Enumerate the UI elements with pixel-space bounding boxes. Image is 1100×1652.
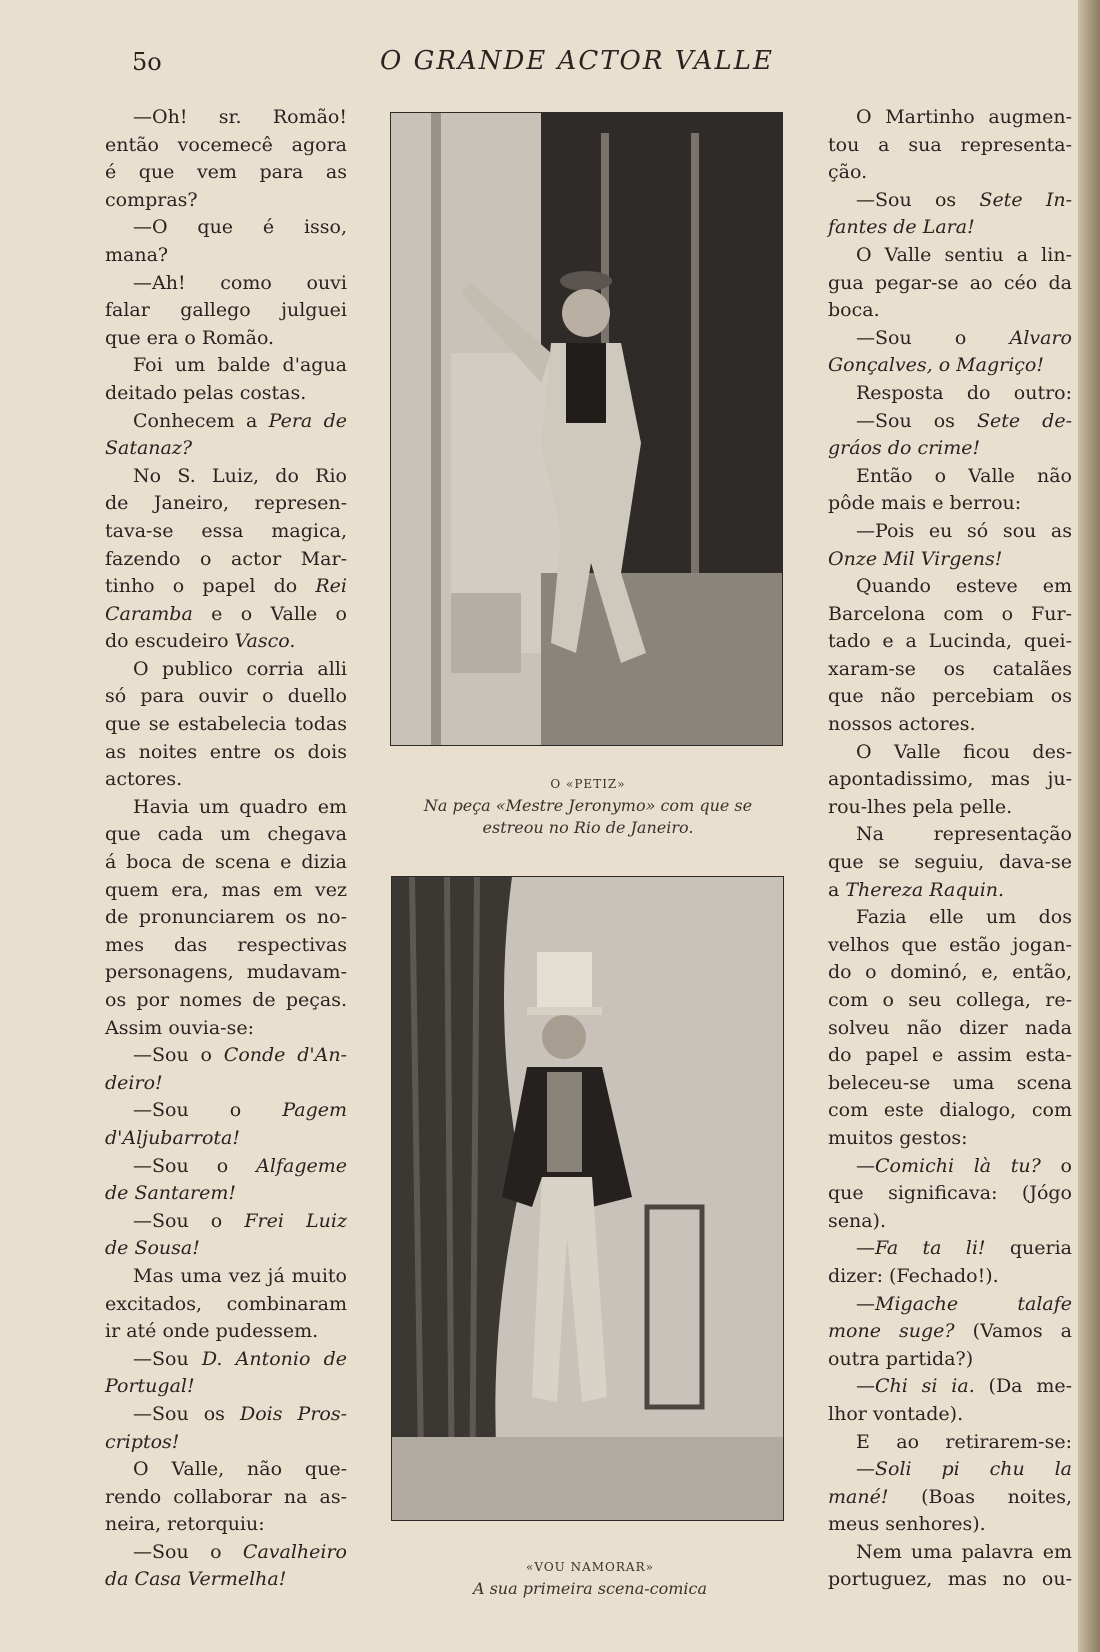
- play-title: de Sousa!: [105, 1237, 200, 1260]
- role-name: Vasco.: [234, 630, 296, 653]
- photo-vou-namorar: [391, 876, 784, 1521]
- text-line: [828, 214, 1072, 242]
- caption-title: «VOU NAMORAR»: [526, 1560, 654, 1574]
- dialogue-phrase: Comichi là tu?: [875, 1154, 1041, 1177]
- text-line: gua pegar-se ao céo da: [828, 271, 1072, 294]
- text-line: excitados, combinaram: [105, 1292, 347, 1315]
- text-line: [828, 546, 1072, 574]
- text-line: neira, retorquiu:: [105, 1513, 265, 1536]
- text-line: [105, 408, 347, 436]
- text-span: Conhecem a: [133, 409, 269, 432]
- play-title: Sete de-: [976, 409, 1072, 432]
- play-title: deiro!: [105, 1071, 163, 1094]
- play-title: Satanaz?: [105, 437, 193, 460]
- text-line: [105, 1346, 347, 1374]
- text-span: —Sou o: [133, 1099, 283, 1122]
- text-line: tado e a Lucinda, quei-: [828, 630, 1072, 653]
- text-line: solveu não dizer nada: [828, 1016, 1072, 1039]
- text-span: —Sou os: [856, 409, 977, 432]
- dialogue-phrase: Fa ta li!: [875, 1237, 986, 1260]
- text-span: do escudeiro: [105, 630, 235, 653]
- text-line: Foi um balde d'agua: [133, 354, 347, 377]
- text-span: o: [1040, 1154, 1072, 1177]
- text-line: [105, 1153, 347, 1181]
- play-title: Dois Pros-: [239, 1402, 348, 1425]
- text-line: do o dominó, e, então,: [828, 961, 1072, 984]
- text-line: —O que é isso,: [133, 216, 347, 239]
- play-title: de Santarem!: [105, 1182, 236, 1205]
- text-line: [828, 325, 1072, 353]
- play-title: Conde d'An-: [223, 1044, 347, 1067]
- text-line: então vocemecê agora: [105, 133, 347, 156]
- play-title: criptos!: [105, 1430, 180, 1453]
- text-line: [828, 1291, 1072, 1319]
- text-line: que se estabelecia todas: [105, 713, 347, 736]
- page-edge: [1078, 0, 1100, 1652]
- text-line: [828, 1484, 1072, 1512]
- text-line: Barcelona com o Fur-: [828, 602, 1072, 625]
- text-line: xaram-se os catalães: [828, 657, 1072, 680]
- text-line: [105, 435, 347, 463]
- play-title: d'Aljubarrota!: [105, 1126, 241, 1149]
- text-span: —Sou o: [133, 1209, 245, 1232]
- dialogue-phrase: mone suge?: [828, 1320, 955, 1343]
- caption-text: A sua primeira scena-comica: [472, 1579, 708, 1598]
- text-line: apontadissimo, mas ju-: [828, 768, 1072, 791]
- text-line: que se seguiu, dava-se: [828, 851, 1072, 874]
- play-title: gráos do crime!: [828, 437, 981, 460]
- text-line: [105, 1373, 347, 1401]
- text-line: tava-se essa magica,: [105, 519, 347, 542]
- photo-petiz: [390, 112, 783, 746]
- text-span: —Sou o: [856, 326, 1010, 349]
- play-title: Alvaro: [1009, 326, 1072, 349]
- text-line: sena).: [828, 1209, 887, 1232]
- text-line: [105, 573, 347, 601]
- text-line: [105, 1401, 347, 1429]
- text-line: [105, 1429, 347, 1457]
- text-line: rou-lhes pela pelle.: [828, 795, 1013, 818]
- text-line: [828, 187, 1072, 215]
- text-line: fazendo o actor Mar-: [105, 547, 347, 570]
- text-line: mana?: [105, 243, 169, 266]
- play-title: Thereza Raquin.: [845, 878, 1005, 901]
- dialogue-phrase: Migache talafe: [875, 1292, 1072, 1315]
- text-line: dizer: (Fechado!).: [828, 1264, 999, 1287]
- text-line: deitado pelas costas.: [105, 381, 307, 404]
- text-line: [105, 1070, 347, 1098]
- play-title: Cavalheiro: [242, 1540, 347, 1563]
- text-span: —: [856, 1292, 875, 1315]
- text-line: de Janeiro, represen-: [105, 492, 347, 515]
- text-column-right: [828, 104, 1072, 1594]
- play-title: Gonçalves, o Magriço!: [828, 354, 1045, 377]
- text-line: [828, 1318, 1072, 1346]
- text-line: portuguez, mas no ou-: [828, 1568, 1072, 1591]
- role-name: Caramba: [105, 602, 193, 625]
- text-line: Então o Valle não: [856, 464, 1072, 487]
- role-name: Rei: [315, 575, 347, 598]
- play-title: Alfageme: [256, 1154, 347, 1177]
- text-span: queria: [985, 1237, 1072, 1260]
- text-line: [828, 1153, 1072, 1181]
- text-line: [828, 877, 1072, 905]
- text-line: [105, 1566, 347, 1594]
- text-line: ção.: [828, 161, 868, 184]
- text-span: e o Valle o: [192, 602, 347, 625]
- text-line: [105, 1180, 347, 1208]
- text-line: Assim ouvia-se:: [105, 1016, 254, 1039]
- text-line: velhos que estão jogan-: [828, 933, 1072, 956]
- text-span: —: [856, 1458, 875, 1481]
- text-line: O publico corria alli: [133, 657, 347, 680]
- text-line: ir até onde pudessem.: [105, 1320, 319, 1343]
- text-line: Fazia elle um dos: [856, 906, 1072, 929]
- text-line: —Oh! sr. Romão!: [133, 106, 347, 128]
- text-line: com este dialogo, com: [828, 1099, 1072, 1122]
- text-span: —: [856, 1237, 875, 1260]
- text-line: falar gallego julguei: [105, 299, 347, 322]
- text-line: os por nomes de peças.: [105, 989, 347, 1011]
- text-line: mes das respectivas: [105, 933, 347, 956]
- text-line: [105, 1097, 347, 1125]
- text-line: outra partida?): [828, 1347, 974, 1370]
- text-line: meus senhores).: [828, 1513, 986, 1536]
- text-span: (Vamos a: [954, 1320, 1072, 1343]
- text-line: beleceu-se uma scena: [828, 1071, 1072, 1094]
- text-line: [828, 408, 1072, 436]
- text-line: O Valle sentiu a lin-: [856, 243, 1072, 266]
- play-title: Onze Mil Virgens!: [828, 547, 1003, 570]
- play-title: Sete In-: [979, 188, 1072, 211]
- play-title: Portugal!: [105, 1375, 195, 1398]
- caption-title: O «PETIZ»: [550, 777, 626, 791]
- caption-text: estreou no Rio de Janeiro.: [482, 818, 694, 837]
- caption-petiz: [385, 773, 791, 839]
- caption-vou-namorar: [430, 1556, 750, 1600]
- text-line: que não percebiam os: [828, 685, 1072, 708]
- text-line: Na representação: [856, 823, 1072, 846]
- text-span: —Sou: [133, 1347, 202, 1370]
- text-line: lhor vontade).: [828, 1402, 964, 1425]
- text-span: (Da me-: [974, 1375, 1072, 1398]
- text-line: [105, 1539, 347, 1567]
- text-line: Nem uma palavra em: [856, 1540, 1072, 1563]
- text-line: [105, 601, 347, 629]
- text-line: [828, 435, 1072, 463]
- text-line: personagens, mudavam-: [105, 961, 347, 984]
- play-title: fantes de Lara!: [828, 216, 975, 239]
- text-span: —Sou o: [133, 1540, 243, 1563]
- play-title: Pagem: [282, 1099, 347, 1122]
- text-span: —Sou o: [133, 1154, 257, 1177]
- text-line: á boca de scena e dizia: [105, 851, 347, 874]
- dialogue-phrase: mané!: [828, 1485, 889, 1508]
- text-line: [105, 1235, 347, 1263]
- text-line: Resposta do outro:: [856, 381, 1072, 404]
- text-line: que cada um chegava: [105, 823, 347, 846]
- photo-illustration: [391, 113, 782, 745]
- text-span: —Sou os: [856, 188, 980, 211]
- text-line: [828, 1456, 1072, 1484]
- text-line: pôde mais e berrou:: [828, 492, 1022, 515]
- play-title: Frei Luiz: [244, 1209, 347, 1232]
- text-span: —Sou o: [133, 1044, 224, 1067]
- text-line: que significava: (Jógo: [828, 1182, 1072, 1205]
- dialogue-phrase: Soli pi chu la: [875, 1458, 1072, 1481]
- text-span: (Boas noites,: [888, 1485, 1072, 1508]
- text-span: —: [856, 1375, 875, 1398]
- page-title: O GRANDE ACTOR VALLE: [380, 46, 775, 76]
- text-line: [828, 352, 1072, 380]
- text-line: nossos actores.: [828, 713, 976, 736]
- text-line: compras?: [105, 188, 198, 211]
- text-span: tinho o papel do: [105, 575, 316, 598]
- text-line: [828, 1373, 1072, 1401]
- text-line: quem era, mas em vez: [105, 878, 347, 901]
- text-line: actores.: [105, 768, 183, 791]
- text-line: O Valle ficou des-: [856, 740, 1072, 763]
- play-title: da Casa Vermelha!: [105, 1568, 287, 1591]
- text-span: a: [828, 878, 846, 901]
- text-column-left: [105, 104, 347, 1594]
- text-line: com o seu collega, re-: [828, 989, 1072, 1011]
- text-span: —: [856, 1154, 875, 1177]
- text-line: E ao retirarem-se:: [856, 1430, 1072, 1453]
- text-line: —Pois eu só sou as: [856, 519, 1072, 542]
- text-line: rendo collaborar na as-: [105, 1485, 347, 1508]
- text-line: as noites entre os dois: [105, 740, 347, 763]
- text-line: Havia um quadro em: [133, 795, 347, 818]
- text-line: Mas uma vez já muito: [133, 1264, 347, 1287]
- page-number: 5o: [132, 48, 162, 76]
- caption-text: Na peça «Mestre Jeronymo» com que se: [423, 796, 753, 815]
- text-span: —Sou os: [133, 1402, 240, 1425]
- text-line: O Valle, não que-: [133, 1458, 347, 1481]
- text-line: [105, 1125, 347, 1153]
- text-line: [105, 628, 347, 656]
- text-line: Quando esteve em: [856, 575, 1072, 598]
- text-line: —Ah! como ouvi: [133, 271, 347, 294]
- photo-illustration: [392, 877, 783, 1520]
- play-title: D. Antonio de: [201, 1347, 348, 1370]
- text-line: de pronunciarem os no-: [105, 906, 347, 929]
- text-line: que era o Romão.: [105, 326, 275, 349]
- text-line: [105, 1208, 347, 1236]
- play-title: Pera de: [268, 409, 347, 432]
- text-line: é que vem para as: [105, 161, 347, 184]
- text-line: [828, 1235, 1072, 1263]
- text-line: No S. Luiz, do Rio: [133, 464, 347, 487]
- text-line: boca.: [828, 299, 880, 322]
- text-line: do papel e assim esta-: [828, 1044, 1072, 1067]
- dialogue-phrase: Chi si ia.: [875, 1375, 975, 1398]
- text-line: só para ouvir o duello: [105, 685, 347, 708]
- text-line: [105, 1042, 347, 1070]
- text-line: tou a sua representa-: [828, 133, 1072, 156]
- text-line: muitos gestos:: [828, 1126, 968, 1149]
- text-line: O Martinho augmen-: [856, 106, 1072, 128]
